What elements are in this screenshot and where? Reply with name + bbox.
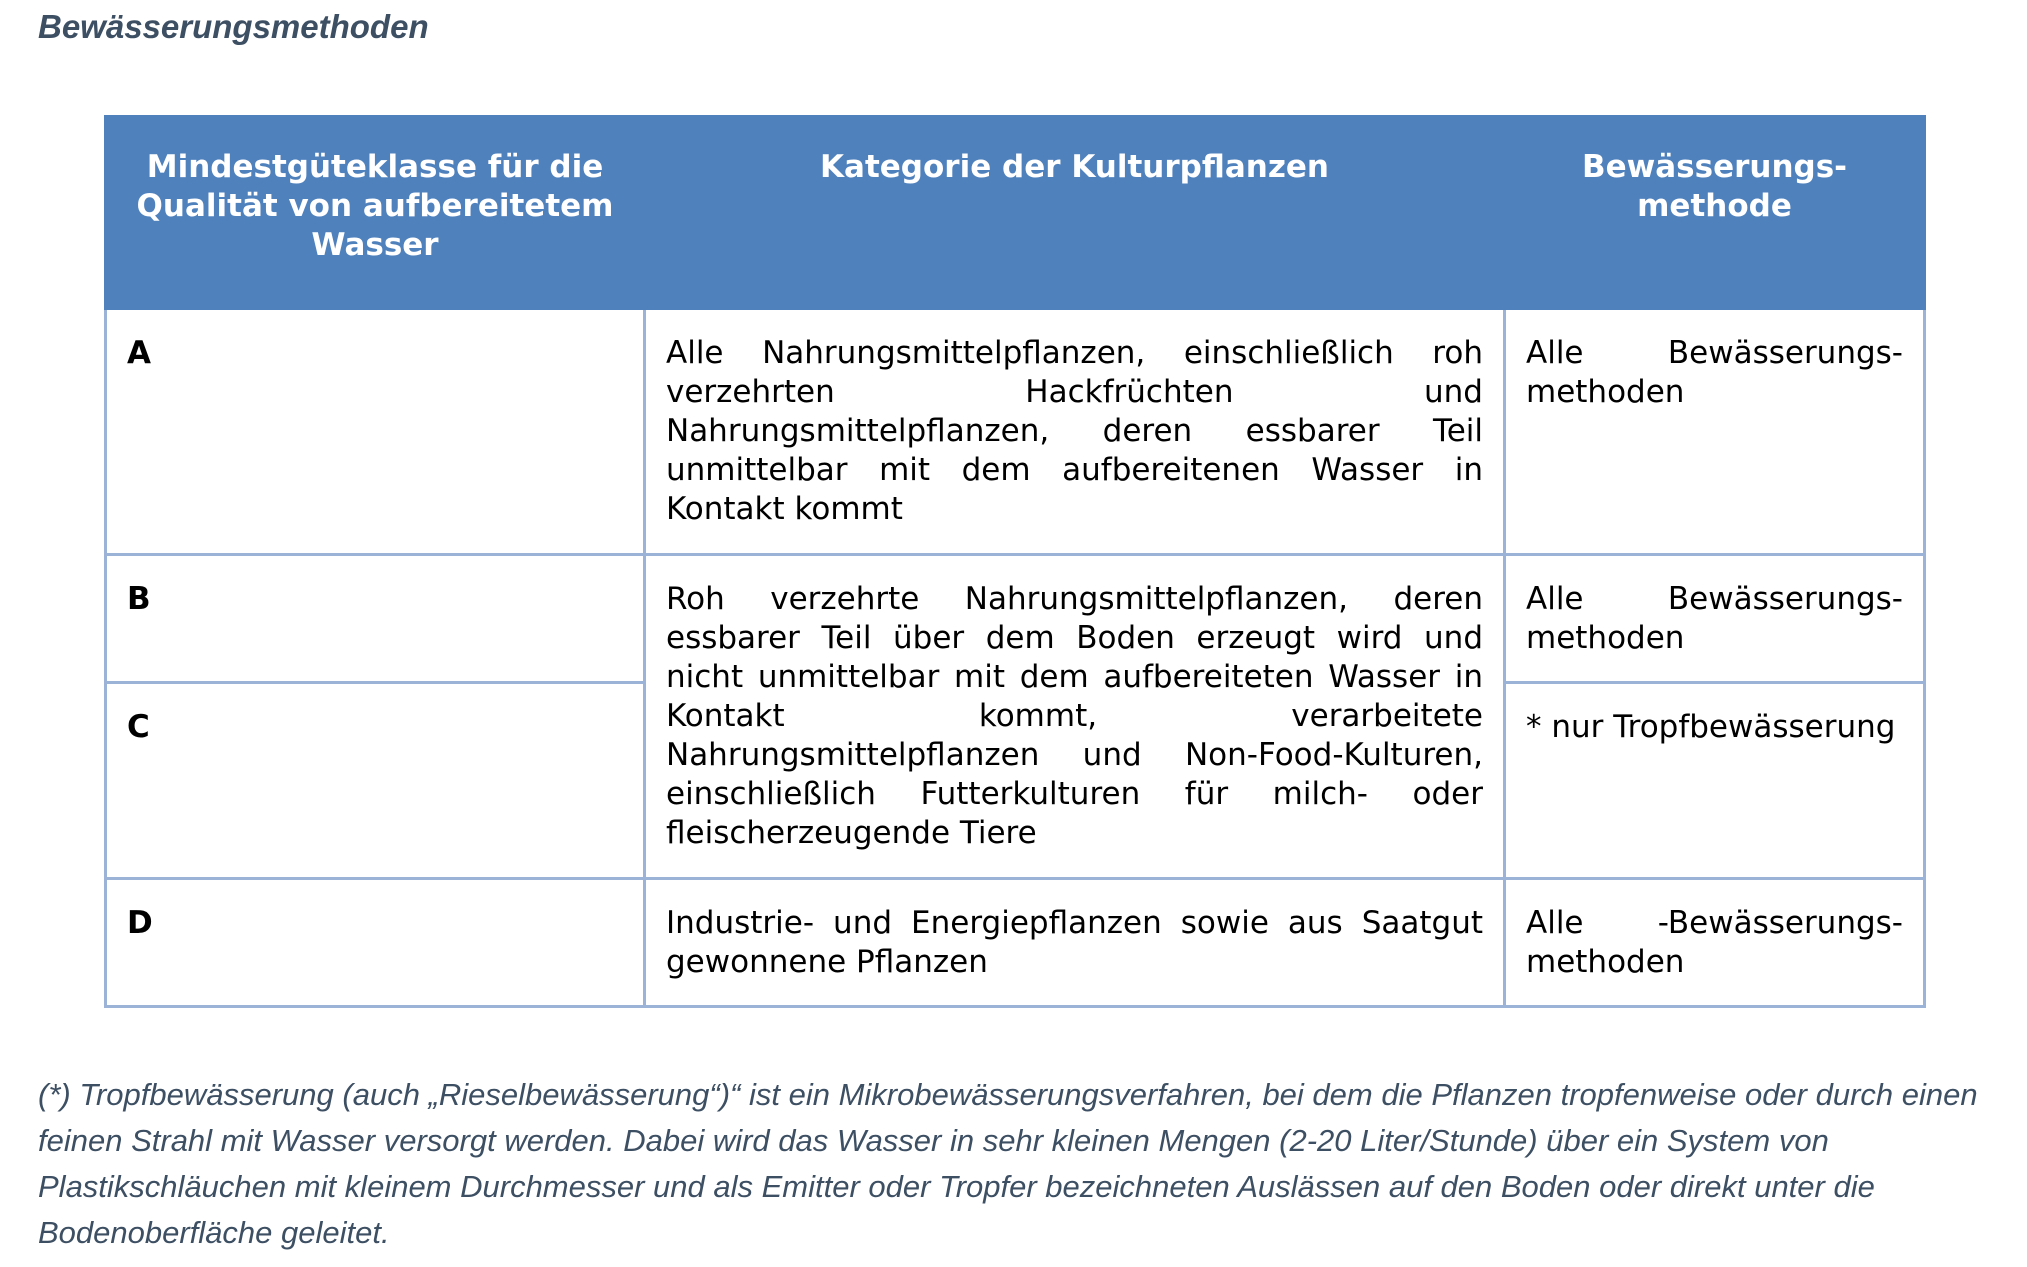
klasse-cell-b: B: [106, 555, 645, 683]
page-heading: Bewässerungsmethoden: [38, 8, 429, 45]
table-row: [106, 879, 1925, 1007]
klasse-cell-a: A: [106, 309, 645, 555]
klasse-cell-d: D: [106, 879, 645, 1007]
kategorie-cell-d: Industrie- und Energiepflanzen sowie aus Saatgut gewonnene Pflanzen: [645, 879, 1505, 1007]
footnote: (*) Tropfbewässerung (auch „Rieselbewässerung“)“ ist ein Mikrobewässerungsverfahren, bei dem die Pflanzen tropfenweise oder durch einen feinen Strahl mit Wasser versorgt werden. Dabei wird das Wasser in sehr kleinen Mengen (2-20 Liter/Stunde) über ein System von Plastikschläuchen mit kleinem Durchmesser und als Emitter oder Tropfer bezeichneten Auslässen auf den Boden oder direkt unter die Bodenoberfläche geleitet.: [38, 1077, 1978, 1250]
header-methode: Bewässerungs-methode: [1505, 117, 1925, 309]
header-klasse: Mindestgüteklasse für die Qualität von aufbereitetem Wasser: [106, 117, 645, 309]
table-row: [106, 555, 1925, 683]
methode-cell-c: * nur Tropfbewässerung: [1505, 683, 1925, 879]
table-header-row: [106, 117, 1925, 309]
methode-cell-d: Alle -Bewässerungs-methoden: [1505, 879, 1925, 1007]
table-row: [106, 309, 1925, 555]
irrigation-table: [104, 115, 1926, 1008]
klasse-cell-c: C: [106, 683, 645, 879]
methode-cell-b: Alle Bewässerungs-methoden: [1505, 555, 1925, 683]
methode-cell-a: Alle Bewässerungs-methoden: [1505, 309, 1925, 555]
kategorie-cell-a: Alle Nahrungsmittelpflanzen, einschließlich roh verzehrten Hackfrüchten und Nahrungsmittelpflanzen, deren essbarer Teil unmittelbar mit dem aufbereitenen Wasser in Kontakt kommt: [645, 309, 1505, 555]
header-kategorie: Kategorie der Kulturpflanzen: [645, 117, 1505, 309]
kategorie-cell-bc: Roh verzehrte Nahrungsmittelpflanzen, deren essbarer Teil über dem Boden erzeugt wird und nicht unmittelbar mit dem aufbereiteten Wasser in Kontakt kommt, verarbeitete Nahrungsmittelpflanzen und Non-Food-Kulturen, einschließlich Futterkulturen für milch- oder fleischerzeugende Tiere: [645, 555, 1505, 879]
